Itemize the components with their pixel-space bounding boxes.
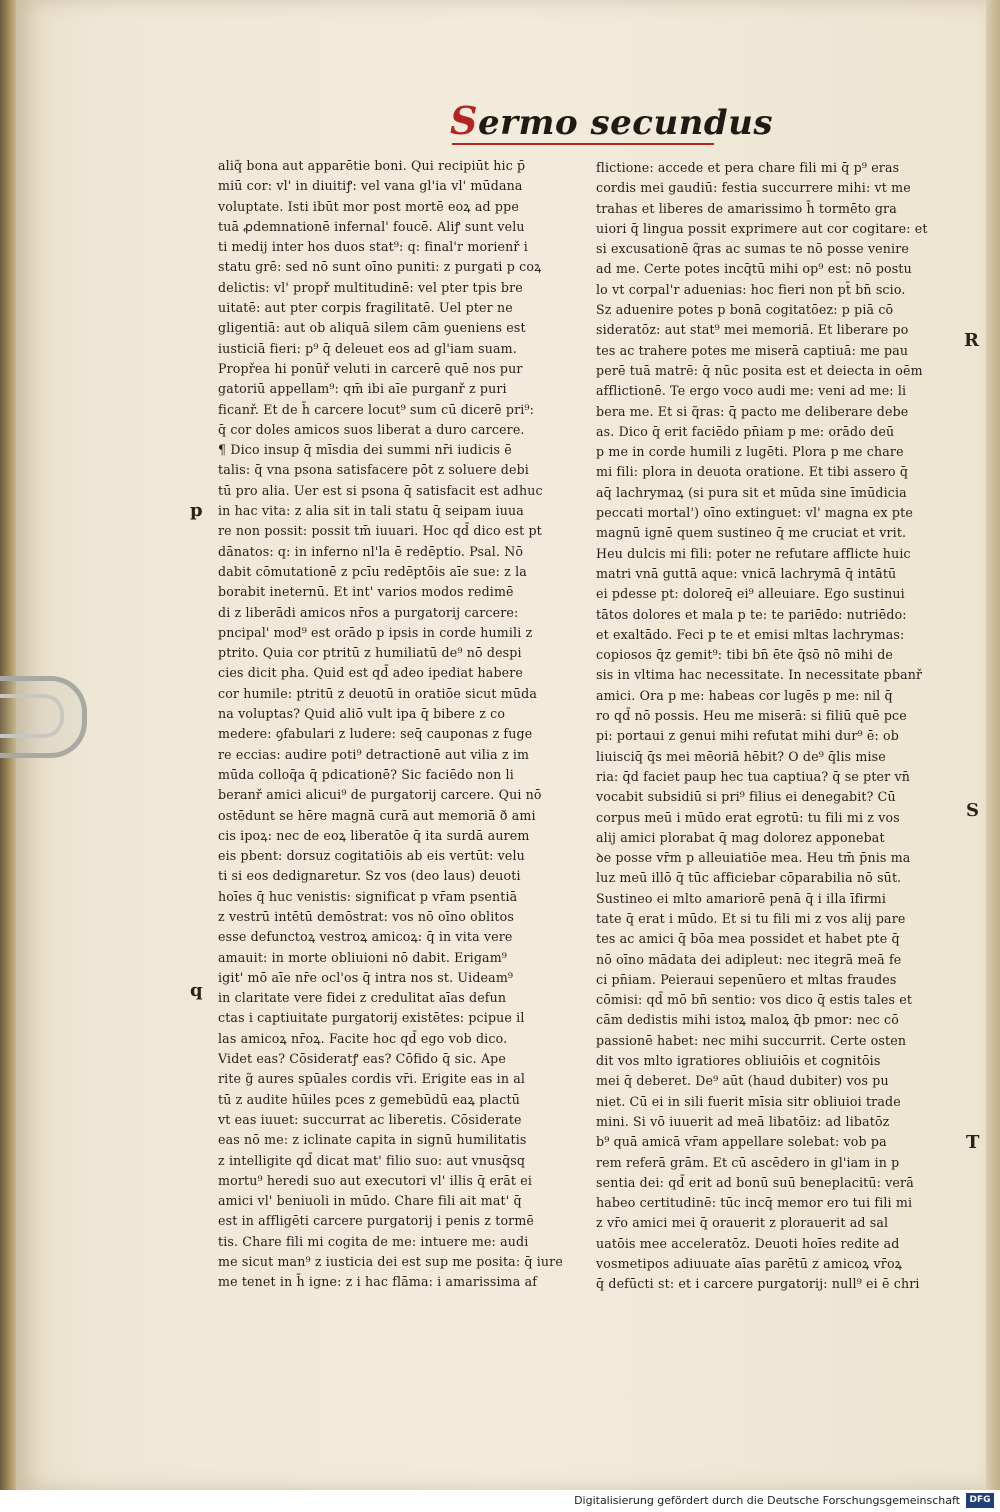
text-line: trahas et liberes de amarissimo h̄ tormēto gra <box>596 200 897 216</box>
text-line: ria: q̄d faciet paup hec tua captiua? q̄ se pter vn̄ <box>596 768 910 784</box>
text-line: vocabit subsidiū si pri⁹ filius ei denegabit? Cū <box>596 789 896 805</box>
text-line: cōmisi: qd̄ mō bn̄ sentio: vos dico q̄ estis tales et <box>596 992 913 1008</box>
text-line: me tenet in h̄ igne: z i hac flāma: i amarissima af <box>218 1274 538 1290</box>
text-line: rite g̃ aures spūales cordis vr̄i. Erigite eas in al <box>218 1071 526 1087</box>
paper-clip-inner <box>0 694 64 738</box>
left-text-column <box>218 156 580 1293</box>
right-text-column <box>596 158 958 1295</box>
text-line: flictione: accede et pera chare fili mi q̄ p⁹ eras <box>596 160 900 175</box>
text-line: est in affligēti carcere purgatorij i penis z tormē <box>218 1213 535 1229</box>
text-line: afflictionē. Te ergo voco audi me: veni ad me: li <box>596 383 907 399</box>
text-line: z intelligite qd̄ dicat mat' filio suo: aut vnusq̄sq <box>218 1152 526 1168</box>
text-line: Sz aduenire potes p bonā cogitatōez: p piā cō <box>596 302 894 318</box>
text-line: pncipal' mod⁹ est orādo p ipsis in corde humili z <box>218 624 533 640</box>
text-line: ꝺe posse vr̄m p alleuiatiōe mea. Heu tm̄ p̄nis ma <box>596 850 911 866</box>
header-initial: S <box>450 98 478 143</box>
text-line: statu grē: sed nō sunt oīno puniti: z purgati p coꝝ <box>218 259 542 275</box>
text-line: mi fili: plora in deuota oratione. Et tibi assero q̄ <box>596 464 909 480</box>
text-line: iusticiā fieri: p⁹ q̄ deleuet eos ad gl'iam suam. <box>218 340 517 356</box>
page-header <box>450 98 773 144</box>
text-line: vt eas iuuet: succurrat ac liberetis. Cōsiderate <box>218 1111 522 1127</box>
text-line: in claritate vere fidei z credulitat aīas defun <box>218 990 507 1006</box>
text-line: las amicoꝝ nr̄oꝝ. Facite hoc qd̄ ego vob dico. <box>218 1030 508 1046</box>
header-rule <box>452 143 714 145</box>
text-line: cis ipoꝝ: nec de eoꝝ liberatōe q̄ ita surdā aurem <box>218 827 530 843</box>
text-line: uitatē: aut pter corpis fragilitatē. Uel pter ne <box>218 300 513 316</box>
text-line: q̄ defūcti st: et i carcere purgatorij: null⁹ ei ē chri <box>596 1276 920 1292</box>
text-line: amici. Ora p me: habeas cor lugēs p me: nil q̄ <box>596 687 893 703</box>
text-line: amici vl' beniuoli in mūdo. Chare fili ait mat' q̄ <box>218 1193 522 1209</box>
text-line: di z liberādi amicos nr̄os a purgatorij carcere: <box>218 604 519 620</box>
text-line: cies dicit pha. Quid est qd̄ adeo ipediat habere <box>218 665 524 681</box>
text-line: alij amici plorabat q̄ mag dolorez apponebat <box>596 829 885 845</box>
text-line: beranř amici alicui⁹ de purgatorij carcere. Qui nō <box>218 787 542 803</box>
text-line: esse defunctoꝝ vestroꝝ amicoꝝ: q̄ in vita vere <box>218 929 513 945</box>
margin-letter-t: T <box>966 1132 980 1153</box>
text-line: me sicut man⁹ z iusticia dei est sup me posita: q̄ iure <box>218 1254 563 1270</box>
text-line: ad me. Certe potes incq̄tū mihi op⁹ est: nō postu <box>596 261 912 277</box>
text-line: luz meū illō q̄ tūc afficiebar cōparabilia nō sūt. <box>596 870 902 886</box>
text-line: eas nō me: z iclinate capita in signū humilitatis <box>218 1132 527 1148</box>
text-line: Heu dulcis mi fili: poter ne refutare afflicte huic <box>596 545 911 561</box>
text-line: passionē habet: nec mihi succurrit. Certe osten <box>596 1032 907 1048</box>
dfg-logo: DFG <box>966 1493 994 1508</box>
text-line: tis. Chare fili mi cogita de me: intuere me: audi <box>218 1233 529 1249</box>
text-line: matri vnā guttā aque: vnicā lachrymā q̄ intātū <box>596 565 897 581</box>
text-line: igit' mō aīe nr̄e ocl'os q̄ intra nos st. Uideam⁹ <box>218 969 514 985</box>
text-line: q̄ cor doles amicos suos liberat a duro carcere. <box>218 421 525 437</box>
text-line: eis pbent: dorsuz cogitatiōis ab eis vertūt: velu <box>218 848 525 864</box>
text-line: mūda colloq̄a q̄ pdicationē? Sic faciēdo non li <box>218 766 514 782</box>
text-line: ¶ Dico insup q̄ mīsdia dei summi nr̄i iudicis ē <box>218 442 512 458</box>
text-line: hoīes q̄ huc venistis: significat p vr̄am psentiā <box>218 888 518 904</box>
text-line: si excusationē q̃ras ac sumas te nō posse venire <box>596 241 910 257</box>
text-line: b⁹ quā amicā vr̄am appellare solebat: vob pa <box>596 1134 887 1150</box>
text-line: delictis: vl' propř multitudinē: vel pter tpis bre <box>218 279 523 295</box>
text-line: dabit cōmutationē z pcīu redēptōis aīe sue: z la <box>218 563 527 579</box>
text-line: peccati mortal') oīno extinguet: vl' magna ex pte <box>596 505 913 521</box>
text-line: mei q̄ deberet. De⁹ aūt (haud dubiter) vos pu <box>596 1073 889 1089</box>
text-line: ro qd̄ nō possis. Heu me miserā: si filiū quē pce <box>596 708 907 724</box>
text-line: mortu⁹ heredi suo aut executori vl' illis q̄ erāt ei <box>218 1172 533 1188</box>
text-line: ti medij inter hos duos stat⁹: q: final'r morienř i <box>218 239 528 255</box>
text-line: dānatos: q: in inferno nl'la ē redēptio. Psal. Nō <box>218 543 524 559</box>
text-line: tes ac amici q̄ bōa mea possidet et habet pte q̄ <box>596 931 900 947</box>
text-line: voluptate. Isti ibūt mor post mortē eoꝝ ad ppe <box>218 198 519 214</box>
text-line: Sustineo ei mlto amariorē penā q̄ i illa īfirmi <box>596 890 887 906</box>
text-line: dit vos mlto igratiores obliuiōis et cognitōis <box>596 1053 881 1069</box>
text-line: vosmetipos adiuuate aīas parētū z amicoꝝ vr̄oꝝ <box>596 1256 903 1272</box>
text-line: aliq̃ bona aut apparētie boni. Qui recipiūt hic p̄ <box>218 158 526 173</box>
text-line: gligentiā: aut ob aliquā silem cām ꝯueniens est <box>218 320 526 336</box>
text-line: rem referā grām. Et cū ascēdero in gl'iam in p <box>596 1154 900 1170</box>
text-line: ti si eos dedignaretur. Sz vos (deo laus) deuoti <box>218 868 521 884</box>
text-line: corpus meū i mūdo erat egrotū: tu fili mi z vos <box>596 809 900 825</box>
text-line: sideratōz: aut stat⁹ mei memoriā. Et liberare po <box>596 322 909 338</box>
margin-letter-p: p <box>190 500 203 521</box>
text-line: sis in vltima hac necessitate. In necessitate pbanř <box>596 667 923 683</box>
text-line: aq̄ lachrymaꝝ (si pura sit et mūda sine īmūdicia <box>596 484 907 500</box>
text-line: uiori q̄ lingua possit exprimere aut cor cogitare: et <box>596 220 928 236</box>
text-line: ficanř. Et de h̄ carcere locut⁹ sum cū dicerē pri⁹: <box>218 401 535 417</box>
text-line: gatoriū appellam⁹: qm̄ ibi aīe purganř z puri <box>218 381 507 397</box>
text-line: uatōis mee acceleratōz. Deuoti hoīes redite ad <box>596 1235 900 1251</box>
text-line: cor humile: ptritū z deuotū in oratiōe sicut mūda <box>218 685 538 701</box>
text-line: mini. Si vō iuuerit ad meā libatōiz: ad libatōz <box>596 1113 890 1129</box>
text-line: ctas i captiuitate purgatorij existētes: pcipue il <box>218 1010 525 1026</box>
text-line: et exaltādo. Feci p te et emisi mltas lachrymas: <box>596 626 905 642</box>
text-line: ci pn̄iam. Peieraui sepenūero et mltas fraudes <box>596 971 897 987</box>
text-line: tuā ꝓdemnationē infernal' foucē. Aliꝭ sunt velu <box>218 218 525 234</box>
text-line: magnū ignē quem sustineo q̄ me cruciat et vrit. <box>596 525 907 541</box>
text-line: tātos dolores et mala p te: te pariēdo: nutriēdo: <box>596 606 907 622</box>
text-line: ei pdesse pt: doloreq̄ ei⁹ alleuiare. Ego sustinui <box>596 586 905 602</box>
text-line: tes ac trahere potes me miserā captiuā: me pau <box>596 342 909 358</box>
text-line: miū cor: vl' in diuitiꝭ: vel vana gl'ia vl' mūdana <box>218 178 523 194</box>
text-line: re non possit: possit tm̄ iuuari. Hoc qd̄ dico est pt <box>218 523 542 539</box>
text-line: tū pro alia. Uer est si psona q̄ satisfacit est adhuc <box>218 482 543 498</box>
text-line: habeo certitudinē: tūc incq̄ memor ero tui fili mi <box>596 1195 913 1211</box>
text-line: ostēdunt se hēre magnā curā aut memoriā ð ami <box>218 807 536 823</box>
text-line: tate q̄ erat i mūdo. Et si tu fili mi z vos alij pare <box>596 910 906 926</box>
text-line: niet. Cū ei in sili fuerit mīsia sitr obliuioi trade <box>596 1093 901 1109</box>
text-line: bera me. Et si q̃ras: q̄ pacto me deliberare debe <box>596 403 909 419</box>
text-line: medere: ꝯfabulari z ludere: seq̄ cauponas z fuge <box>218 726 533 742</box>
margin-letter-s: S <box>966 800 979 821</box>
page-edge <box>986 0 1000 1512</box>
text-line: p me in corde humili z lugēti. Plora p me chare <box>596 444 904 460</box>
text-line: re eccias: audire poti⁹ detractionē aut vilia z im <box>218 746 530 762</box>
text-line: sentia dei: qd̄ erit ad bonū suū beneplacitū: verā <box>596 1174 914 1190</box>
text-line: nō oīno mādata dei adipleut: nec itegrā meā fe <box>596 951 902 967</box>
text-line: perē tuā matrē: q̄ nūc posita est et deiecta in oēm <box>596 362 923 378</box>
text-line: as. Dico q̄ erit faciēdo pn̄iam p me: orādo deū <box>596 423 895 439</box>
margin-letter-r: R <box>964 330 979 351</box>
text-line: amauit: in morte obliuioni nō dabit. Erigam⁹ <box>218 949 507 965</box>
text-line: z vestrū intētū demōstrat: vos nō oīno oblitos <box>218 908 514 924</box>
text-line: na voluptas? Quid aliō vult ipa q̄ bibere z co <box>218 706 506 722</box>
margin-letter-q: q <box>190 980 203 1001</box>
footer-credit: Digitalisierung gefördert durch die Deutsche Forschungsgemeinschaft <box>574 1494 960 1507</box>
text-line: tū z audite hūiles pces z gemebūdū eaꝝ plactū <box>218 1091 520 1107</box>
text-line: lo vt corpal'r aduenias: hoc fieri non pt̄ bn̄ scio. <box>596 281 906 297</box>
footer-bar <box>0 1490 1000 1512</box>
text-line: borabit ineternū. Et int' varios modos redimē <box>218 584 514 600</box>
text-line: liuisciq̄ q̄s mei mēoriā hēbit? O de⁹ q̄lis mise <box>596 748 886 764</box>
header-title: ermo secundus <box>477 103 774 143</box>
text-line: in hac vita: z alia sit in tali statu q̄ seipam iuua <box>218 503 524 519</box>
text-line: cordis mei gaudiū: festia succurrere mihi: vt me <box>596 180 911 196</box>
text-line: copiosos q̄z gemit⁹: tibi bn̄ ēte q̄sō nō mihi de <box>596 647 894 663</box>
text-line: Videt eas? Cōsideratꝭ eas? Cōfido q̄ sic. Ape <box>218 1051 507 1067</box>
text-line: pi: portaui z genui mihi refutat mihi dur⁹ ē: ob <box>596 728 900 744</box>
text-line: z vr̄o amici mei q̄ orauerit z plorauerit ad sal <box>596 1215 889 1231</box>
text-line: talis: q̄ vna psona satisfacere pōt z soluere debi <box>218 462 529 478</box>
text-line: cām dedistis mihi istoꝝ maloꝝ q̄b pmor: nec cō <box>596 1012 899 1028</box>
text-line: Propřea hi ponūř veluti in carcerē quē nos pur <box>218 360 523 376</box>
text-line: ptrito. Quia cor ptritū z humiliatū de⁹ nō despi <box>218 645 522 661</box>
